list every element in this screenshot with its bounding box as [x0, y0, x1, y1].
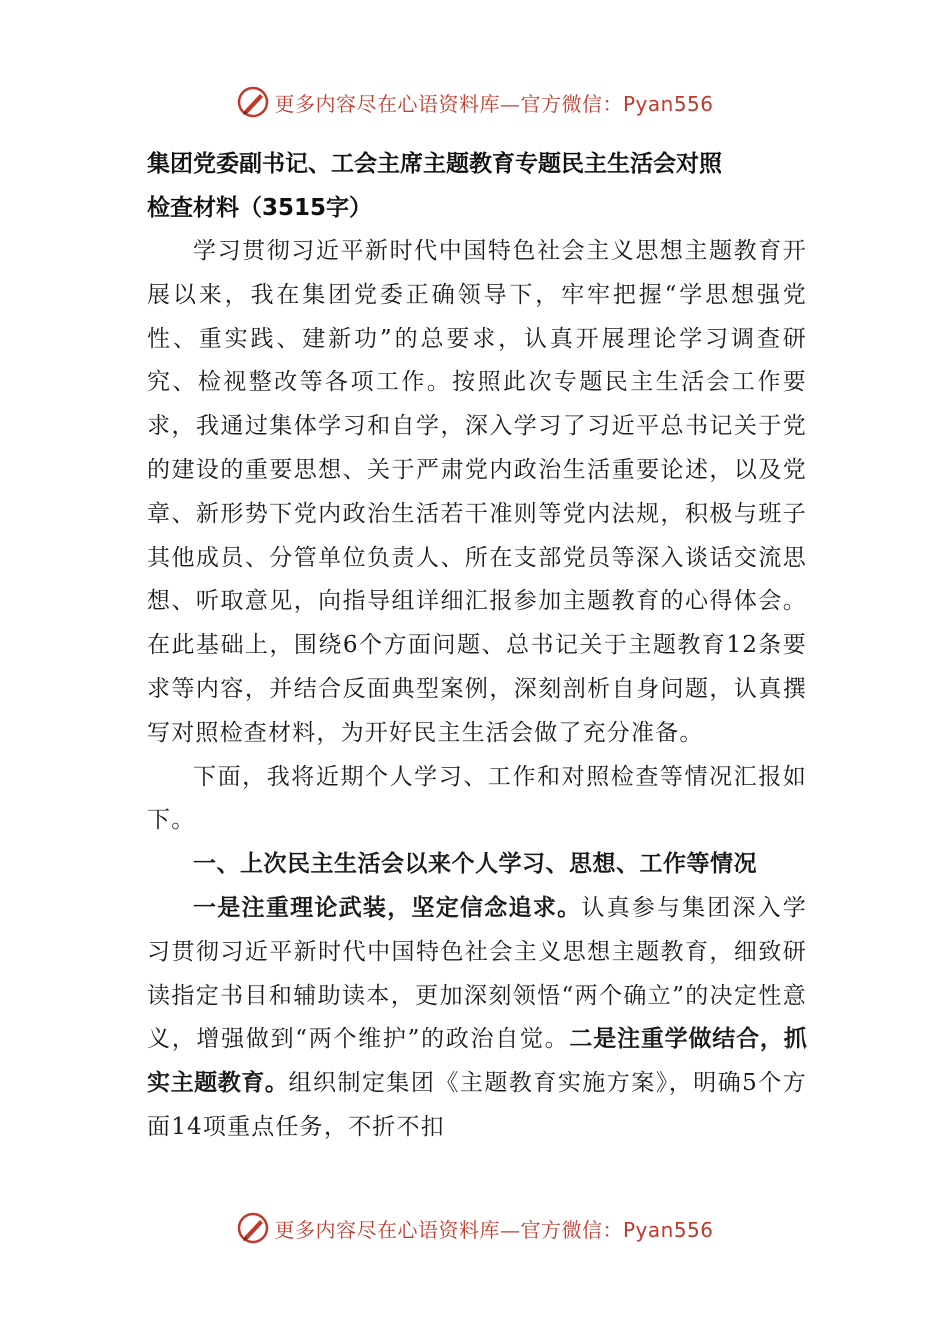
document-body [147, 142, 807, 1150]
footer-watermark-banner [0, 1208, 950, 1248]
point-2-text: 组织制定集团《主题教育实施方案》，明确5个方面14项重点任务，不折不扣 [147, 1070, 807, 1140]
paragraph-intro: 学习贯彻习近平新时代中国特色社会主义思想主题教育开展以来，我在集团党委正确领导下，牢牢把握“学思想强党性、重实践、建新功”的总要求，认真开展理论学习调查研究、检视整改等各项工作。按照此次专题民主生活会工作要求，我通过集体学习和自学，深入学习了习近平总书记关于党的建设的重要思想、关于严肃党内政治生活重要论述，以及党章、新形势下党内政治生活若干准则等党内法规，积极与班子其他成员、分管单位负责人、所在支部党员等深入谈话交流思想、听取意见，向指导组详细汇报参加主题教育的心得体会。在此基础上，围绕6个方面问题、总书记关于主题教育12条要求等内容，并结合反面典型案例，深刻剖析自身问题，认真撰写对照检查材料，为开好民主生活会做了充分准备。 [147, 238, 807, 746]
watermark-text: 更多内容尽在心语资料库—官方微信：Pyan556 [274, 1217, 714, 1242]
header-watermark-banner [0, 82, 950, 122]
title-line-1: 集团党委副书记、工会主席主题教育专题民主生活会对照 [147, 151, 722, 177]
point-1-text: 认真参与集团深入学习贯彻习近平新时代中国特色社会主义思想主题教育，细致研读指定书目和辅助读本，更加深刻领悟“两个确立”的决定性意义，增强做到“两个维护”的政治自觉。 [147, 894, 807, 1053]
title-line-2: 检查材料（3515字） [147, 195, 373, 221]
point-2-title: 二是注重学做结合，抓实主题教育。 [147, 1026, 807, 1097]
paragraph-section-1 [147, 887, 807, 1150]
document-title [147, 142, 807, 230]
pen-logo-icon [236, 1211, 270, 1245]
pen-logo-icon [236, 85, 270, 119]
watermark-text: 更多内容尽在心语资料库—官方微信：Pyan556 [274, 91, 714, 116]
paragraph-report: 下面，我将近期个人学习、工作和对照检查等情况汇报如下。 [147, 763, 807, 834]
section-heading-1: 一、上次民主生活会以来个人学习、思想、工作等情况 [193, 851, 757, 878]
point-1-title: 一是注重理论武装，坚定信念追求。 [193, 894, 582, 921]
